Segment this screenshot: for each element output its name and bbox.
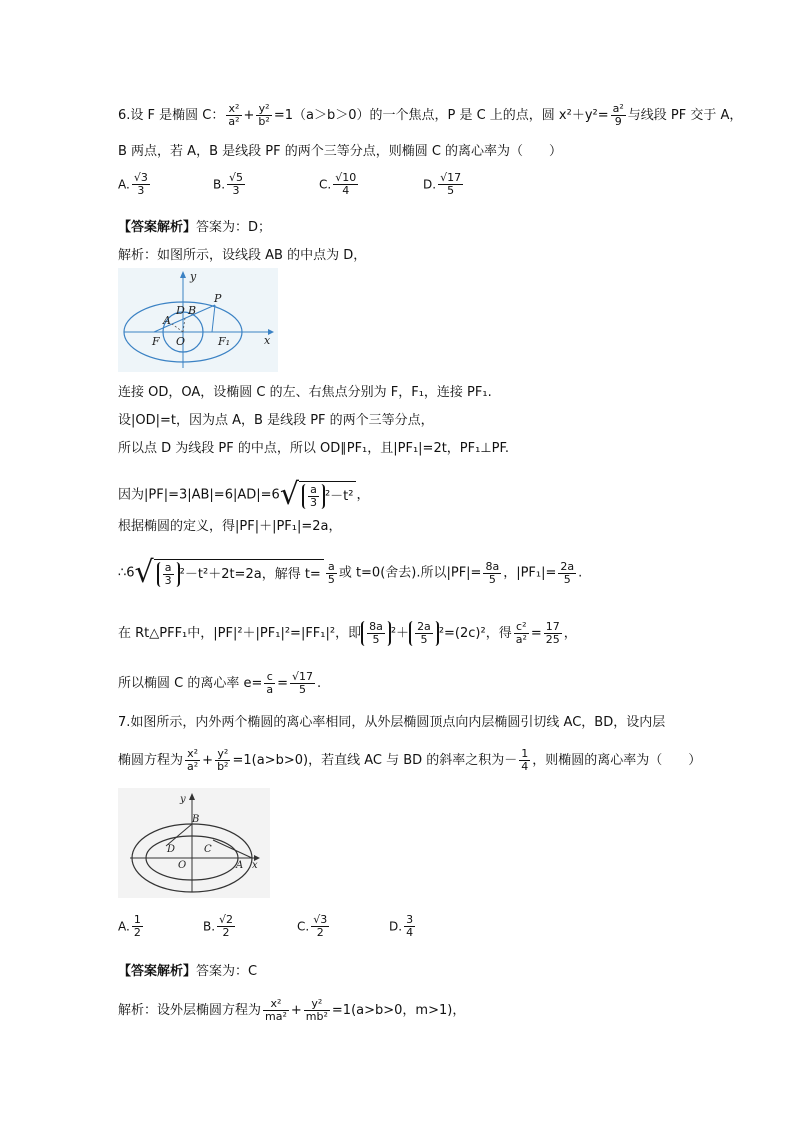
- q7-option-c: C. $\frac{√3}{2}$: [297, 913, 328, 939]
- label-y: y: [190, 270, 197, 283]
- label-p: P: [214, 292, 222, 305]
- q6-frac-y2b2: $\frac{\text{y²}}{\text{b²}}$: [258, 102, 270, 128]
- q7-stem-line1: 7.如图所示，内外两个椭圆的离心率相同，从外层椭圆顶点向内层椭圆引切线 AC，BD，设内层: [118, 715, 666, 730]
- q6-analysis-intro: 解析：如图所示，设线段 AB 的中点为 D，: [118, 248, 367, 263]
- q7-option-b: B. $\frac{√2}{2}$: [203, 913, 234, 939]
- q6-step7: 在 Rt△PFF₁中，|PF|²＋|PF₁|²=|FF₁|²，即 $\frac{8a}{5}$ ²＋ $\frac{2a}{5}$ ²=(2c)²，得 $\frac{\text{c²}}{\text{a²}}$ = $\frac{17}{25}$ ，: [118, 620, 577, 646]
- label-b: B: [192, 814, 200, 825]
- label-f1: F₁: [218, 335, 231, 348]
- q7-ellipse-figure: [118, 788, 270, 898]
- figure-background: [118, 268, 278, 372]
- q6-step4: 因为|PF|=3|AB|=6|AD|=6√ $\frac{a}{3}$ ²－t² ，: [118, 477, 370, 512]
- label-c: C: [204, 844, 212, 855]
- q6-step3: 所以点 D 为线段 PF 的中点，所以 OD∥PF₁，且|PF₁|=2t，PF₁⊥PF.: [118, 441, 510, 456]
- q6-step1: 连接 OD，OA，设椭圆 C 的左、右焦点分别为 F，F₁，连接 PF₁.: [118, 385, 492, 400]
- sqrt-sign: √: [279, 477, 299, 512]
- q6-option-d: D. $\frac{√17}{5}$: [423, 171, 462, 197]
- answer-text: 答案为：D；: [196, 220, 272, 235]
- q6-step2: 设|OD|=t，因为点 A，B 是线段 PF 的两个三等分点，: [118, 413, 434, 428]
- answer-text: 答案为：C: [196, 964, 258, 979]
- label-a: A: [236, 860, 244, 871]
- q6-frac-x2a2: $\frac{\text{x²}}{\text{a²}}$: [228, 102, 240, 128]
- label-b: B: [188, 304, 197, 317]
- label-x: x: [264, 334, 271, 347]
- q6-stem-line2: B 两点，若 A，B 是线段 PF 的两个三等分点，则椭圆 C 的离心率为（ ）: [118, 144, 563, 159]
- label-d: D: [167, 844, 176, 855]
- label-y: y: [180, 794, 186, 805]
- q6-stem-text: 6.设 F 是椭圆 C：: [118, 108, 225, 123]
- label-o: O: [176, 335, 186, 348]
- q6-ellipse-figure: [118, 268, 278, 372]
- q7-stem-line2: 椭圆方程为 $\frac{\text{x²}}{\text{a²}}$ + $\frac{\text{y²}}{\text{b²}}$ =1(a>b>0)，若直线 AC 与 BD 的斜率之积为－ $\frac{1}{4}$ ，则椭圆的离心率为（ ）: [118, 747, 702, 773]
- label-d: D: [176, 304, 185, 317]
- q6-option-b: B. $\frac{√5}{3}$: [213, 171, 244, 197]
- q7-answer: [118, 962, 257, 982]
- label-a: A: [163, 314, 171, 327]
- answer-label: 【答案解析】: [118, 964, 197, 979]
- q6-step6: ∴6√ $\frac{a}{3}$ ²－t²＋2t=2a，解得 t= $\frac{a}{5}$ 或 t=0(舍去).所以|PF|= $\frac{8a}{5}$ ，|PF₁|= $\frac{2a}{5}$ .: [118, 555, 583, 590]
- q6-option-c: C. $\frac{√10}{4}$: [319, 171, 357, 197]
- q6-stem-line1: 6.设 F 是椭圆 C： $\frac{\text{x²}}{\text{a²}}$ + $\frac{\text{y²}}{\text{b²}}$ =1（a＞b＞0）的一个焦点，P 是 C 上的点，圆 x²＋y²= $\frac{\text{a²}}{9}$ 与线段 PF 交于 A，: [118, 102, 743, 128]
- figure-background: [118, 788, 270, 898]
- answer-label: 【答案解析】: [118, 220, 197, 235]
- q6-step8: 所以椭圆 C 的离心率 e= $\frac{c}{a}$ = $\frac{√17}{5}$ .: [118, 670, 322, 696]
- q6-option-a: A. $\frac{√3}{3}$: [118, 171, 148, 197]
- q7-analysis: 解析：设外层椭圆方程为 $\frac{\text{x²}}{\text{ma²}}$ + $\frac{\text{y²}}{\text{mb²}}$ =1(a>b>0，m>1)，: [118, 997, 466, 1023]
- label-f: F: [152, 335, 160, 348]
- q7-option-a: A. $\frac{1}{2}$: [118, 913, 141, 939]
- q7-option-d: D. $\frac{3}{4}$: [389, 913, 414, 939]
- q6-answer: [118, 218, 271, 238]
- label-x: x: [252, 860, 258, 871]
- q6-frac-a2-9: $\frac{\text{a²}}{9}$: [612, 102, 624, 128]
- label-o: O: [178, 860, 187, 871]
- q6-step5: 根据椭圆的定义，得|PF|＋|PF₁|=2a，: [118, 519, 342, 534]
